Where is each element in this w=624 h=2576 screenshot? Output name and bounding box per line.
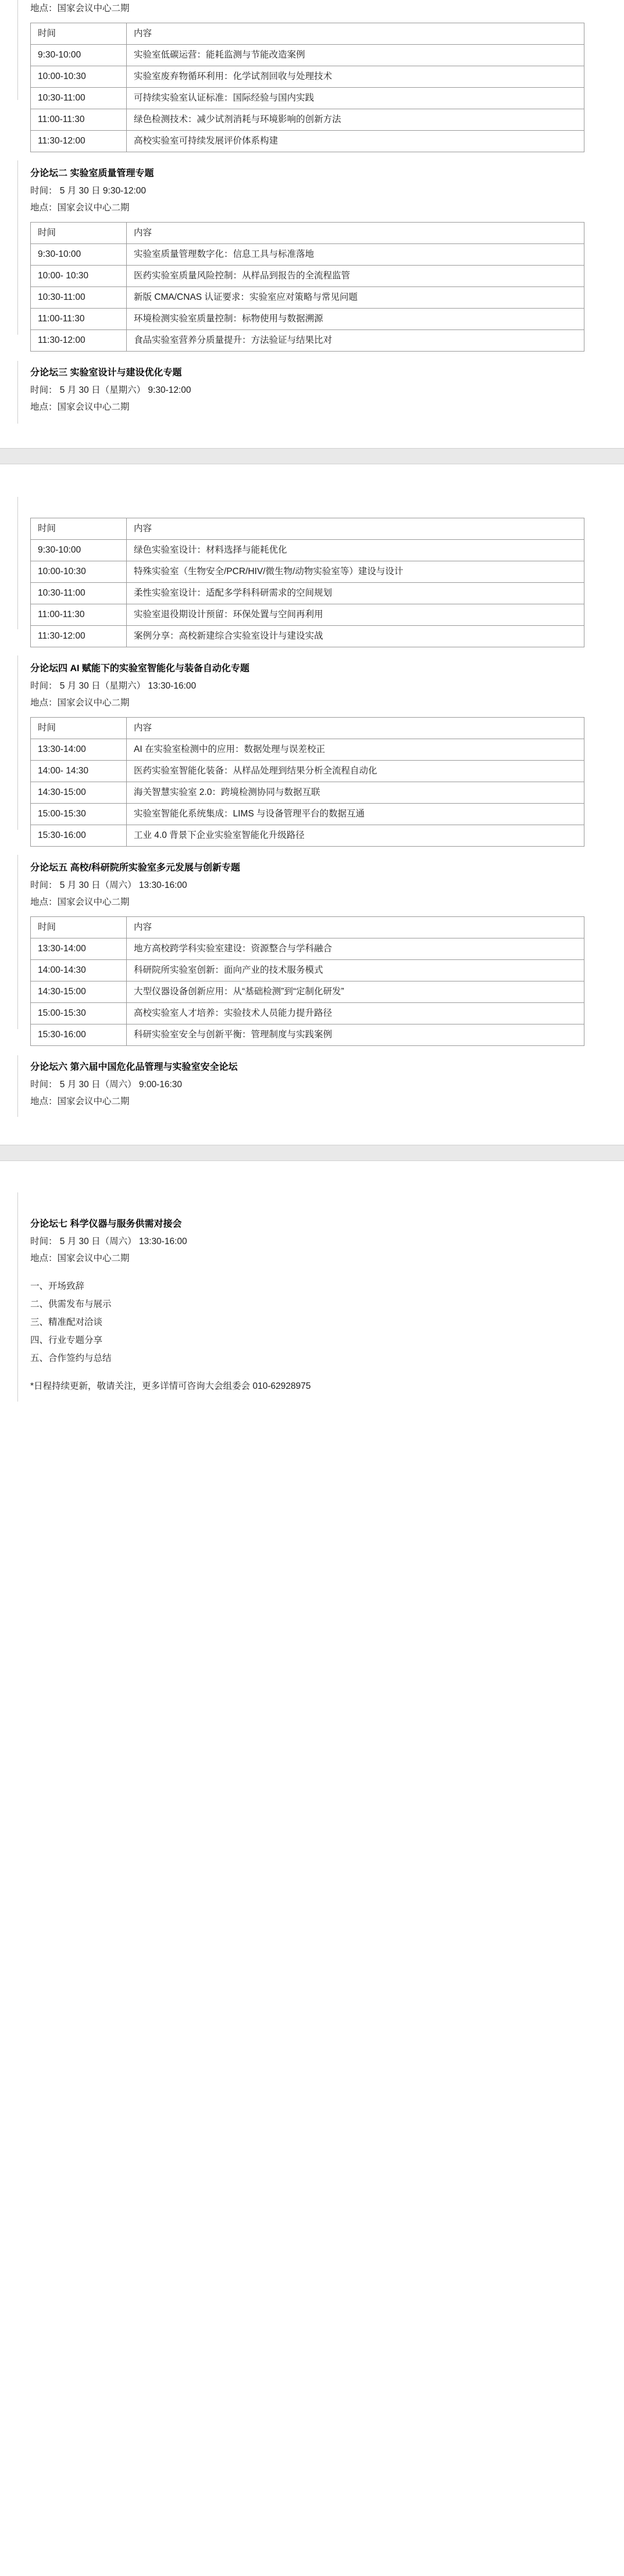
spacer (0, 651, 624, 659)
section-forum-one-continued (0, 0, 624, 152)
cell-time: 15:00-15:30 (31, 804, 127, 825)
left-margin-rule (17, 1192, 18, 1402)
cell-time: 10:30-11:00 (31, 88, 127, 109)
table-row (31, 804, 584, 825)
left-margin-rule (17, 497, 18, 629)
spacer (0, 415, 624, 448)
cell-content: 食品实验室营养分质量提升：方法验证与结果比对 (127, 330, 584, 352)
cell-content: 实验室智能化系统集成：LIMS 与设备管理平台的数据互通 (127, 804, 584, 825)
cell-content: 工业 4.0 背景下企业实验室智能化升级路径 (127, 825, 584, 847)
left-margin-rule (17, 0, 18, 100)
col-header-time: 时间 (31, 518, 127, 540)
section-forum-six (0, 1059, 624, 1110)
section-title: 分论坛五 高校/科研院所实验室多元发展与创新专题 (30, 863, 240, 873)
cell-content: 高校实验室可持续发展评价体系构建 (127, 131, 584, 152)
cell-content: 环境检测实验室质量控制：标物使用与数据溯源 (127, 309, 584, 330)
cell-content: 实验室低碳运营：能耗监测与节能改造案例 (127, 45, 584, 66)
cell-time: 11:00-11:30 (31, 604, 127, 626)
cell-content: 柔性实验室设计：适配多学科科研需求的空间规划 (127, 583, 584, 604)
cell-content: 绿色实验室设计：材料选择与能耗优化 (127, 540, 584, 561)
section-location: 地点：国家会议中心二期 (30, 1097, 130, 1106)
schedule-table-forum-one (30, 23, 584, 152)
table-row (31, 981, 584, 1003)
table-row (31, 938, 584, 960)
spacer (0, 355, 624, 363)
cell-content: 案例分享：高校新建综合实验室设计与建设实战 (127, 626, 584, 647)
page-break-band (0, 448, 624, 464)
left-margin-rule (17, 361, 18, 424)
schedule-table-forum-two (30, 222, 584, 352)
col-header-content: 内容 (127, 223, 584, 244)
section-location: 地点：国家会议中心二期 (30, 402, 130, 412)
page-break-band-2 (0, 1145, 624, 1161)
schedule-table-forum-four (30, 717, 584, 847)
cell-content: 绿色检测技术：减少试剂消耗与环境影响的创新方法 (127, 109, 584, 131)
cell-time: 9:30-10:00 (31, 244, 127, 266)
cell-time: 13:30-14:00 (31, 739, 127, 761)
table-row (31, 739, 584, 761)
table-row (31, 626, 584, 647)
schedule-table-forum-five (30, 916, 584, 1046)
agenda-item: 五、合作签约与总结 (30, 1353, 112, 1363)
table-header-row (31, 718, 584, 739)
section-title: 分论坛六 第六届中国危化品管理与实验室安全论坛 (30, 1062, 238, 1072)
spacer (0, 1161, 624, 1214)
cell-time: 10:00-10:30 (31, 66, 127, 88)
col-header-content: 内容 (127, 23, 584, 45)
cell-content: 科研院所实验室创新：面向产业的技术服务模式 (127, 960, 584, 981)
cell-content: 高校实验室人才培养：实验技术人员能力提升路径 (127, 1003, 584, 1024)
cell-time: 11:30-12:00 (31, 131, 127, 152)
table-row (31, 309, 584, 330)
cell-time: 15:30-16:00 (31, 825, 127, 847)
table-header-row (31, 518, 584, 540)
section-title: 分论坛四 AI 赋能下的实验室智能化与装备自动化专题 (30, 664, 249, 673)
spacer (0, 1395, 624, 1418)
spacer (10, 1367, 614, 1378)
col-header-content: 内容 (127, 518, 584, 540)
left-margin-rule (17, 1055, 18, 1117)
cell-time: 11:30-12:00 (31, 330, 127, 352)
section-location: 地点：国家会议中心二期 (30, 698, 130, 708)
section-title: 分论坛三 实验室设计与建设优化专题 (30, 368, 182, 378)
table-row (31, 782, 584, 804)
section-location: 地点：国家会议中心二期 (30, 1253, 130, 1263)
spacer (0, 156, 624, 164)
schedule-table-forum-three (30, 518, 584, 647)
agenda-item: 三、精准配对洽谈 (30, 1317, 103, 1327)
table-row (31, 131, 584, 152)
cell-time: 11:00-11:30 (31, 309, 127, 330)
table-row (31, 88, 584, 109)
cell-time: 15:30-16:00 (31, 1024, 127, 1046)
cell-time: 13:30-14:00 (31, 938, 127, 960)
spacer (0, 1049, 624, 1058)
cell-time: 14:00- 14:30 (31, 761, 127, 782)
left-margin-rule (17, 655, 18, 830)
cell-time: 10:30-11:00 (31, 287, 127, 309)
section-forum-three-table (0, 518, 624, 647)
agenda-item: 四、行业专题分享 (30, 1335, 103, 1345)
table-row (31, 109, 584, 131)
cell-content: 实验室退役期设计预留：环保处置与空间再利用 (127, 604, 584, 626)
section-time: 时间： 5 月 30 日（星期六） 9:30-12:00 (30, 385, 191, 395)
section-time: 时间： 5 月 30 日（周六） 13:30-16:00 (30, 1237, 187, 1246)
cell-time: 14:30-15:00 (31, 981, 127, 1003)
table-row (31, 1024, 584, 1046)
cell-content: 海关智慧实验室 2.0：跨境检测协同与数据互联 (127, 782, 584, 804)
section-forum-three-header (0, 364, 624, 415)
agenda-item: 一、开场致辞 (30, 1281, 85, 1291)
section-title: 分论坛二 实验室质量管理专题 (30, 169, 154, 178)
footnote: *日程持续更新，敬请关注，更多详情可咨询大会组委会 010-62928975 (30, 1381, 311, 1391)
table-row (31, 583, 584, 604)
section-location: 地点：国家会议中心二期 (30, 897, 130, 907)
table-row (31, 266, 584, 287)
spacer (0, 1110, 624, 1145)
table-header-row (31, 223, 584, 244)
section-time: 时间： 5 月 30 日 9:30-12:00 (30, 186, 147, 196)
cell-time: 9:30-10:00 (31, 45, 127, 66)
cell-content: 新版 CMA/CNAS 认证要求：实验室应对策略与常见问题 (127, 287, 584, 309)
left-margin-rule (17, 855, 18, 1029)
table-row (31, 287, 584, 309)
table-row (31, 561, 584, 583)
table-row (31, 330, 584, 352)
section-forum-five (0, 859, 624, 1046)
table-row (31, 761, 584, 782)
spacer (10, 1267, 614, 1277)
cell-content: 实验室质量管理数字化：信息工具与标准落地 (127, 244, 584, 266)
table-header-row (31, 917, 584, 938)
col-header-time: 时间 (31, 718, 127, 739)
section-location: 地点：国家会议中心二期 (30, 203, 130, 213)
section-forum-two (0, 165, 624, 352)
cell-content: 可持续实验室认证标准：国际经验与国内实践 (127, 88, 584, 109)
cell-time: 9:30-10:00 (31, 540, 127, 561)
section-time: 时间： 5 月 30 日（周六） 9:00-16:30 (30, 1080, 183, 1090)
table-row (31, 960, 584, 981)
cell-content: 实验室废弃物循环利用：化学试剂回收与处理技术 (127, 66, 584, 88)
cell-content: 特殊实验室（生物安全/PCR/HIV/微生物/动物实验室等）建设与设计 (127, 561, 584, 583)
table-row (31, 66, 584, 88)
col-header-time: 时间 (31, 917, 127, 938)
spacer (0, 850, 624, 858)
col-header-content: 内容 (127, 917, 584, 938)
col-header-time: 时间 (31, 23, 127, 45)
cell-time: 11:30-12:00 (31, 626, 127, 647)
cell-content: AI 在实验室检测中的应用：数据处理与误差校正 (127, 739, 584, 761)
section-forum-seven (0, 1216, 624, 1395)
cell-time: 10:00-10:30 (31, 561, 127, 583)
table-row (31, 1003, 584, 1024)
top-location-line: 地点：国家会议中心二期 (30, 3, 130, 13)
section-forum-four (0, 660, 624, 847)
cell-time: 15:00-15:30 (31, 1003, 127, 1024)
cell-time: 11:00-11:30 (31, 109, 127, 131)
col-header-time: 时间 (31, 223, 127, 244)
table-row (31, 825, 584, 847)
left-margin-rule (17, 160, 18, 335)
col-header-content: 内容 (127, 718, 584, 739)
cell-time: 14:00-14:30 (31, 960, 127, 981)
table-row (31, 540, 584, 561)
cell-content: 医药实验室智能化装备：从样品处理到结果分析全流程自动化 (127, 761, 584, 782)
table-row (31, 604, 584, 626)
spacer (0, 464, 624, 518)
section-title: 分论坛七 科学仪器与服务供需对接会 (30, 1219, 182, 1229)
cell-content: 医药实验室质量风险控制：从样品到报告的全流程监管 (127, 266, 584, 287)
cell-content: 大型仪器设备创新应用：从“基础检测”到“定制化研发” (127, 981, 584, 1003)
agenda-item: 二、供需发布与展示 (30, 1299, 112, 1309)
cell-time: 10:00- 10:30 (31, 266, 127, 287)
table-header-row (31, 23, 584, 45)
section-time: 时间： 5 月 30 日（周六） 13:30-16:00 (30, 880, 187, 890)
table-row (31, 244, 584, 266)
cell-content: 科研实验室安全与创新平衡：管理制度与实践案例 (127, 1024, 584, 1046)
cell-time: 14:30-15:00 (31, 782, 127, 804)
section-time: 时间： 5 月 30 日（星期六） 13:30-16:00 (30, 681, 197, 691)
cell-content: 地方高校跨学科实验室建设：资源整合与学科融合 (127, 938, 584, 960)
table-row (31, 45, 584, 66)
cell-time: 10:30-11:00 (31, 583, 127, 604)
